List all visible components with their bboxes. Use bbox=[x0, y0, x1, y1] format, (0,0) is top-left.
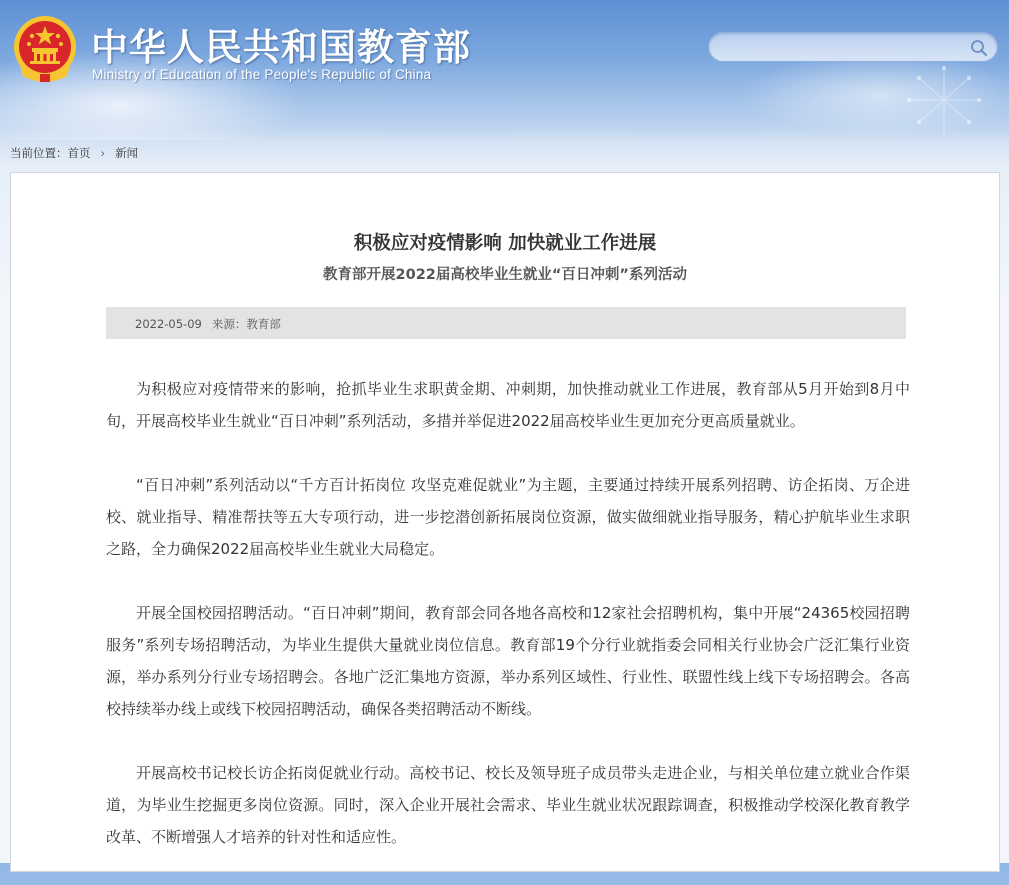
dandelion-decoration-icon bbox=[899, 60, 989, 140]
article-paragraph: 开展全国校园招聘活动。“百日冲刺”期间，教育部会同各地各高校和12家社会招聘机构，集中开展“24365校园招聘服务”系列专场招聘活动，为毕业生提供大量就业岗位信息。教育部19个分行业就指委会同相关行业协会广泛汇集行业资源，举办系列分行业专场招聘会。各地广泛汇集地方资源，举办系列区域性、行业性、联盟性线上线下专场招聘会。各高校持续举办线上或线下校园招聘活动，确保各类招聘活动不断线。 bbox=[106, 604, 910, 718]
breadcrumb-separator: › bbox=[100, 146, 106, 160]
national-emblem-icon bbox=[12, 14, 78, 84]
article-source: 来源：教育部 bbox=[211, 317, 281, 331]
search-box bbox=[708, 32, 998, 62]
article-paragraph: 开展高校书记校长访企拓岗促就业行动。高校书记、校长及领导班子成员带头走进企业，与相关单位建立就业合作渠道，为毕业生挖掘更多岗位资源。同时，深入企业开展社会需求、毕业生就业状况跟踪调查，积极推动学校深化教育教学改革、不断增强人才培养的针对性和适应性。 bbox=[106, 764, 910, 846]
breadcrumb-home-link[interactable]: 首页 bbox=[67, 146, 91, 160]
site-header bbox=[0, 0, 1009, 140]
article-date: 2022-05-09 bbox=[135, 317, 202, 331]
breadcrumb bbox=[10, 145, 138, 161]
article-body bbox=[106, 373, 910, 885]
site-subtitle: Ministry of Education of the People's Republic of China bbox=[92, 67, 432, 82]
article-title: 积极应对疫情影响 加快就业工作进展 bbox=[353, 233, 657, 254]
article-subtitle: 教育部开展2022届高校毕业生就业“百日冲刺”系列活动 bbox=[323, 267, 687, 283]
article-paragraph: “百日冲刺”系列活动以“千方百计拓岗位 攻坚克难促就业”为主题，主要通过持续开展系列招聘、访企拓岗、万企进校、就业指导、精准帮扶等五大专项行动，进一步挖潜创新拓展岗位资源，做实做细就业指导服务，精心护航毕业生求职之路，全力确保2022届高校毕业生就业大局稳定。 bbox=[106, 476, 910, 558]
breadcrumb-label: 当前位置： bbox=[10, 146, 68, 160]
site-title: 中华人民共和国教育部 bbox=[91, 26, 471, 69]
article-panel bbox=[10, 172, 1000, 872]
search-icon[interactable] bbox=[969, 38, 989, 58]
article-paragraph: 为积极应对疫情带来的影响，抢抓毕业生求职黄金期、冲刺期，加快推动就业工作进展，教育部从5月开始到8月中旬，开展高校毕业生就业“百日冲刺”系列活动，多措并举促进2022届高校毕业生更加充分更高质量就业。 bbox=[106, 380, 910, 430]
breadcrumb-current-link[interactable]: 新闻 bbox=[115, 146, 139, 160]
search-input[interactable] bbox=[723, 38, 967, 58]
article-meta-bar bbox=[106, 307, 906, 339]
article-meta bbox=[135, 316, 291, 332]
